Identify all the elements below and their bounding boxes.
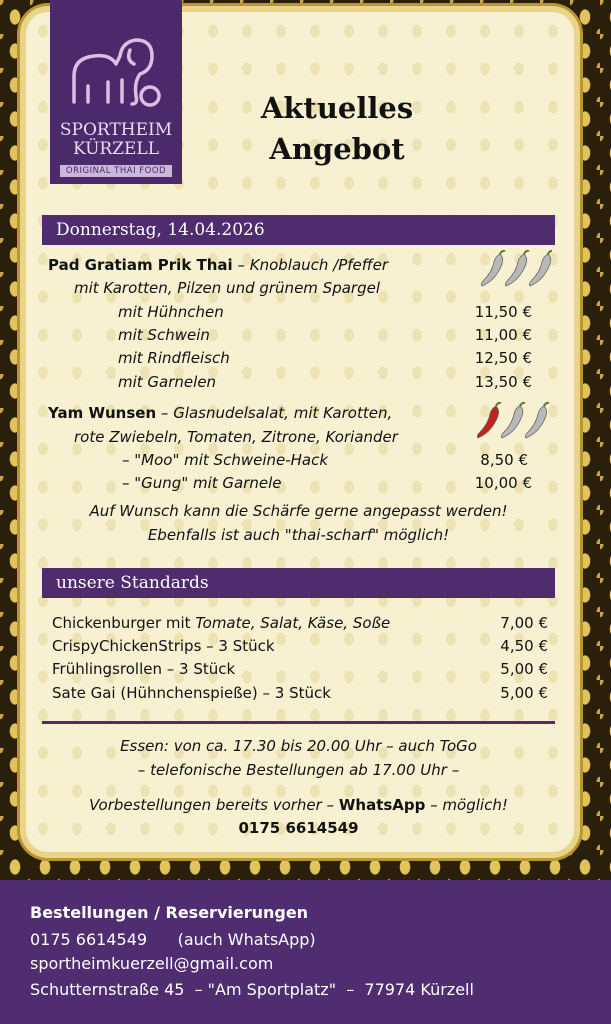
dish1-title: Pad Gratiam Prik Thai – Knoblauch /Pfeffer: [48, 256, 388, 274]
dish2-option: – "Moo" mit Schweine-Hack: [122, 451, 329, 469]
dish1-option-price: 11,00 €: [474, 326, 532, 344]
thai-hot-note: Ebenfalls ist auch "thai-scharf" möglich!: [147, 526, 450, 544]
standard-item-price: 5,00 €: [500, 684, 548, 702]
dish2-title: Yam Wunsen – Glasnudelsalat, mit Karotten,: [48, 404, 393, 422]
dish1-option: mit Hühnchen: [118, 303, 224, 321]
dish1-option: mit Rindfleisch: [118, 349, 230, 367]
chili-grey-icon: [481, 254, 502, 286]
brand-name: SPORTHEIM KÜRZELL: [59, 120, 173, 159]
chili-rating-dish2: [474, 402, 552, 442]
divider: [42, 721, 555, 724]
chili-stem: [524, 251, 529, 254]
dish2-option-price: 8,50 €: [480, 451, 528, 469]
standard-item-price: 7,00 €: [500, 614, 548, 632]
chili-grey-icon: [529, 254, 550, 286]
standard-item: Frühlingsrollen – 3 Stück: [52, 660, 236, 678]
opening-hours: Essen: von ca. 17.30 bis 20.00 Uhr – auch ToGo: [120, 737, 477, 755]
daily-date-header: Donnerstag, 14.04.2026: [42, 215, 555, 245]
chili-red-icon: [477, 406, 498, 438]
dish1-option: mit Garnelen: [118, 373, 217, 391]
chili-grey-icon: [505, 254, 526, 286]
phone-order-note: – telefonische Bestellungen ab 17.00 Uhr –: [137, 761, 460, 779]
preorder-note: Vorbestellungen bereits vorher – WhatsApp – möglich!: [89, 796, 508, 814]
chili-rating-dish1: [478, 250, 552, 290]
chili-grey-icon: [525, 406, 546, 438]
chili-stem: [496, 403, 501, 406]
dish1-description: mit Karotten, Pilzen und grünem Spargel: [74, 279, 380, 297]
footer-phone[interactable]: 0175 6614549 (auch WhatsApp): [30, 930, 316, 949]
chili-stem: [544, 403, 549, 406]
standard-item: Sate Gai (Hühnchenspieße) – 3 Stück: [52, 684, 331, 702]
restaurant-logo: [50, 0, 182, 184]
standard-item-price: 5,00 €: [500, 660, 548, 678]
dish2-option-price: 10,00 €: [474, 474, 532, 492]
dish1-option-price: 11,50 €: [474, 303, 532, 321]
contact-footer: [0, 880, 611, 1024]
phone-number[interactable]: 0175 6614549: [238, 819, 359, 837]
dish2-description: rote Zwiebeln, Tomaten, Zitrone, Koriander: [74, 428, 398, 446]
elephant-icon: [64, 34, 168, 118]
standard-item: CrispyChickenStrips – 3 Stück: [52, 637, 275, 655]
chili-stem: [548, 251, 552, 254]
chili-stem: [520, 403, 525, 406]
footer-email[interactable]: sportheimkuerzell@gmail.com: [30, 954, 274, 973]
footer-heading: Bestellungen / Reservierungen: [30, 903, 309, 922]
standard-item-price: 4,50 €: [500, 637, 548, 655]
standard-item: Chickenburger mit Tomate, Salat, Käse, Soße: [52, 614, 391, 632]
dish1-option: mit Schwein: [118, 326, 210, 344]
chili-grey-icon: [501, 406, 522, 438]
footer-address: Schutternstraße 45 – "Am Sportplatz" – 77974 Kürzell: [30, 980, 474, 999]
dish1-option-price: 12,50 €: [474, 349, 532, 367]
page-title: Aktuelles Angebot: [260, 91, 414, 166]
chili-stem: [500, 251, 505, 254]
standards-header: unsere Standards: [42, 568, 555, 598]
brand-tagline: ORIGINAL THAI FOOD: [60, 165, 172, 177]
spice-note: Auf Wunsch kann die Schärfe gerne angepasst werden!: [89, 502, 508, 520]
dish1-option-price: 13,50 €: [474, 373, 532, 391]
dish2-option: – "Gung" mit Garnele: [122, 474, 282, 492]
